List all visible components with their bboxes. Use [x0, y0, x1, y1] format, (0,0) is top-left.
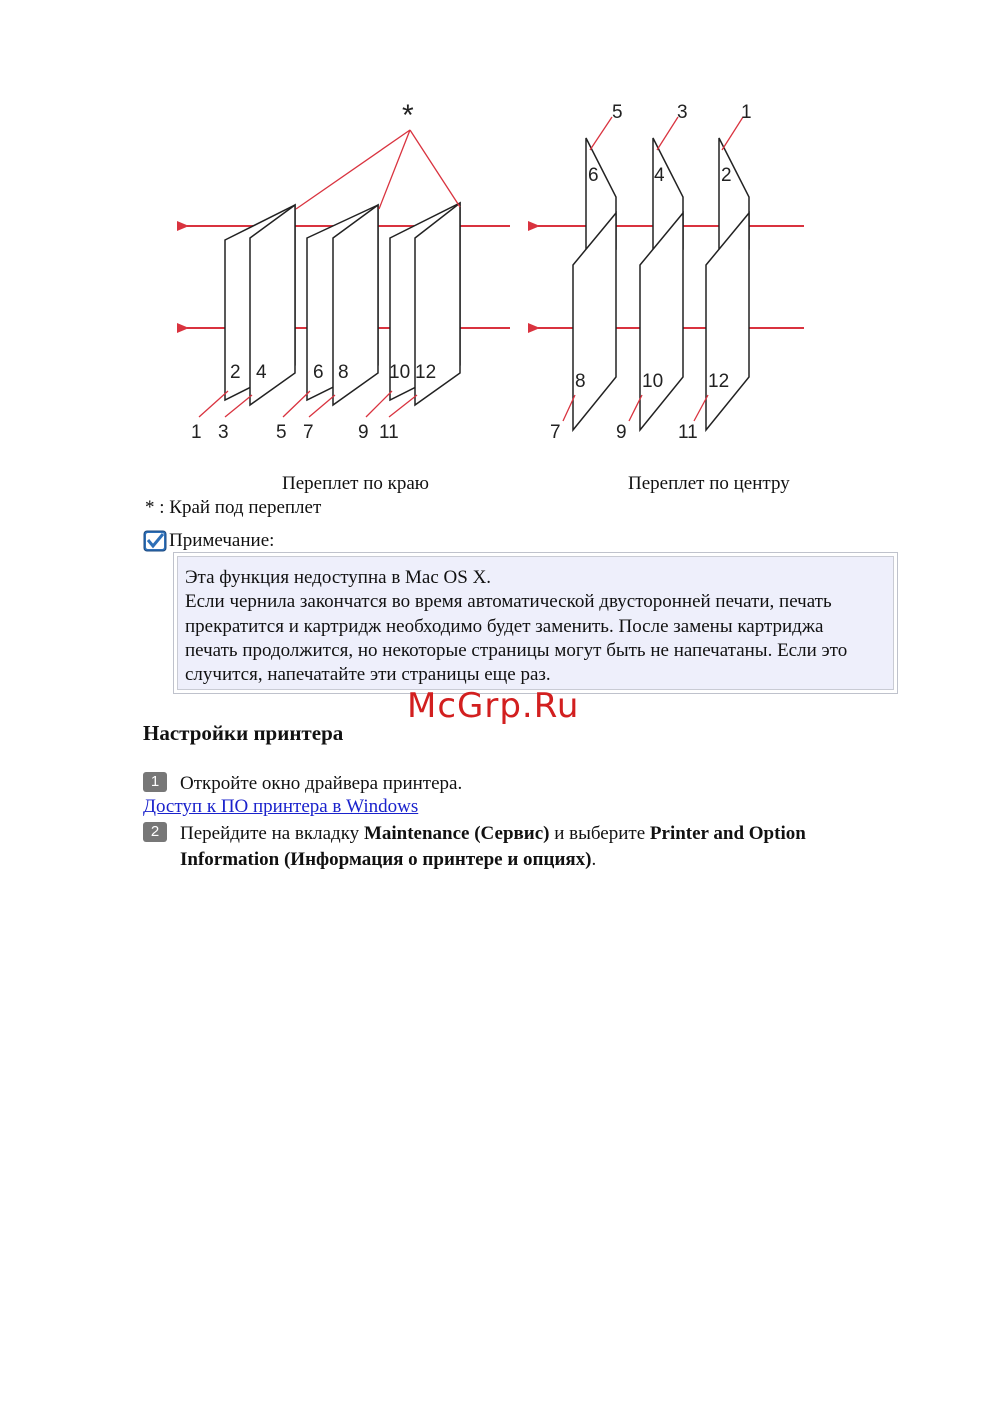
note-line: случится, напечатайте эти страницы еще раз.: [185, 664, 551, 686]
note-header: [143, 524, 274, 552]
page-2: 2: [230, 362, 241, 383]
pointer-9: [366, 391, 392, 417]
note-line: печать продолжится, но некоторые страницы могут быть не напечатаны. Если это: [185, 639, 848, 661]
center-page-7: 7: [550, 422, 561, 443]
star-pointer-2: [379, 130, 410, 209]
center-sheet-2-lower: [640, 213, 683, 430]
step-2-text-part: и выберите: [549, 823, 650, 844]
star-legend: * : Край под переплет: [145, 497, 322, 518]
page-5: 5: [276, 422, 287, 443]
pointer-7: [309, 395, 335, 417]
page-11: 11: [379, 422, 399, 443]
center-page-12: 12: [708, 371, 730, 392]
step-2-number: 2: [143, 822, 167, 842]
maintenance-tab-label: Maintenance (Сервис): [363, 823, 550, 844]
step-2-text: [180, 821, 880, 873]
note-line: прекратится и картридж необходимо будет заменить. После замены картриджа: [185, 615, 824, 637]
step-2-text-part: Перейдите на вкладку: [180, 823, 364, 844]
edge-star-label: *: [402, 99, 414, 132]
page-9: 9: [358, 422, 369, 443]
pointer-5: [283, 391, 310, 417]
note-line: Эта функция недоступна в Mac OS X.: [185, 567, 492, 588]
center-page-5: 5: [612, 102, 623, 123]
center-page-1: 1: [741, 102, 752, 123]
page-12: 12: [415, 362, 437, 383]
edge-binding-diagram: [187, 99, 510, 443]
page-6: 6: [313, 362, 324, 383]
watermark: McGrp.Ru: [407, 686, 580, 726]
center-page-8: 8: [575, 371, 586, 392]
step-1-number: 1: [143, 772, 167, 792]
center-binding-caption: Переплет по центру: [628, 473, 790, 494]
checkmark-note-icon: [143, 530, 167, 552]
step-1-text: Откройте окно драйвера принтера.: [180, 773, 463, 794]
page-7: 7: [303, 422, 314, 443]
page-1: 1: [191, 422, 202, 443]
center-page-9: 9: [616, 422, 627, 443]
center-page-4: 4: [654, 165, 665, 186]
binding-diagram-svg: [170, 95, 820, 450]
center-pointer-3: [657, 117, 678, 150]
note-line: Если чернила закончатся во время автоматической двусторонней печати, печать: [185, 591, 832, 613]
pointer-1: [199, 391, 228, 417]
center-page-2: 2: [721, 165, 732, 186]
center-page-11: 11: [678, 422, 698, 443]
step-2-text-end: .: [591, 849, 597, 870]
center-binding-diagram: [538, 102, 804, 443]
printer-option-info-label: Printer and Option Information (Информация о принтере и опциях): [180, 823, 806, 870]
page-10: 10: [389, 362, 411, 383]
binding-diagram: [170, 95, 820, 450]
center-sheet-3-lower: [706, 213, 749, 430]
star-pointer-3: [410, 130, 460, 207]
printer-software-link[interactable]: Доступ к ПО принтера в Windows: [143, 796, 419, 817]
center-page-3: 3: [677, 102, 688, 123]
note-content: [177, 556, 894, 690]
center-page-10: 10: [642, 371, 664, 392]
star-pointer-1: [296, 130, 410, 209]
section-heading: Настройки принтера: [143, 721, 344, 745]
center-pointer-5: [590, 117, 612, 150]
page-3: 3: [218, 422, 229, 443]
page-8: 8: [338, 362, 349, 383]
center-pointer-1: [722, 117, 743, 150]
center-page-6: 6: [588, 165, 599, 186]
center-sheet-1-lower: [573, 213, 616, 430]
note-box: [173, 552, 898, 694]
edge-binding-caption: Переплет по краю: [282, 473, 429, 494]
page-4: 4: [256, 362, 267, 383]
note-label: Примечание:: [169, 530, 275, 551]
